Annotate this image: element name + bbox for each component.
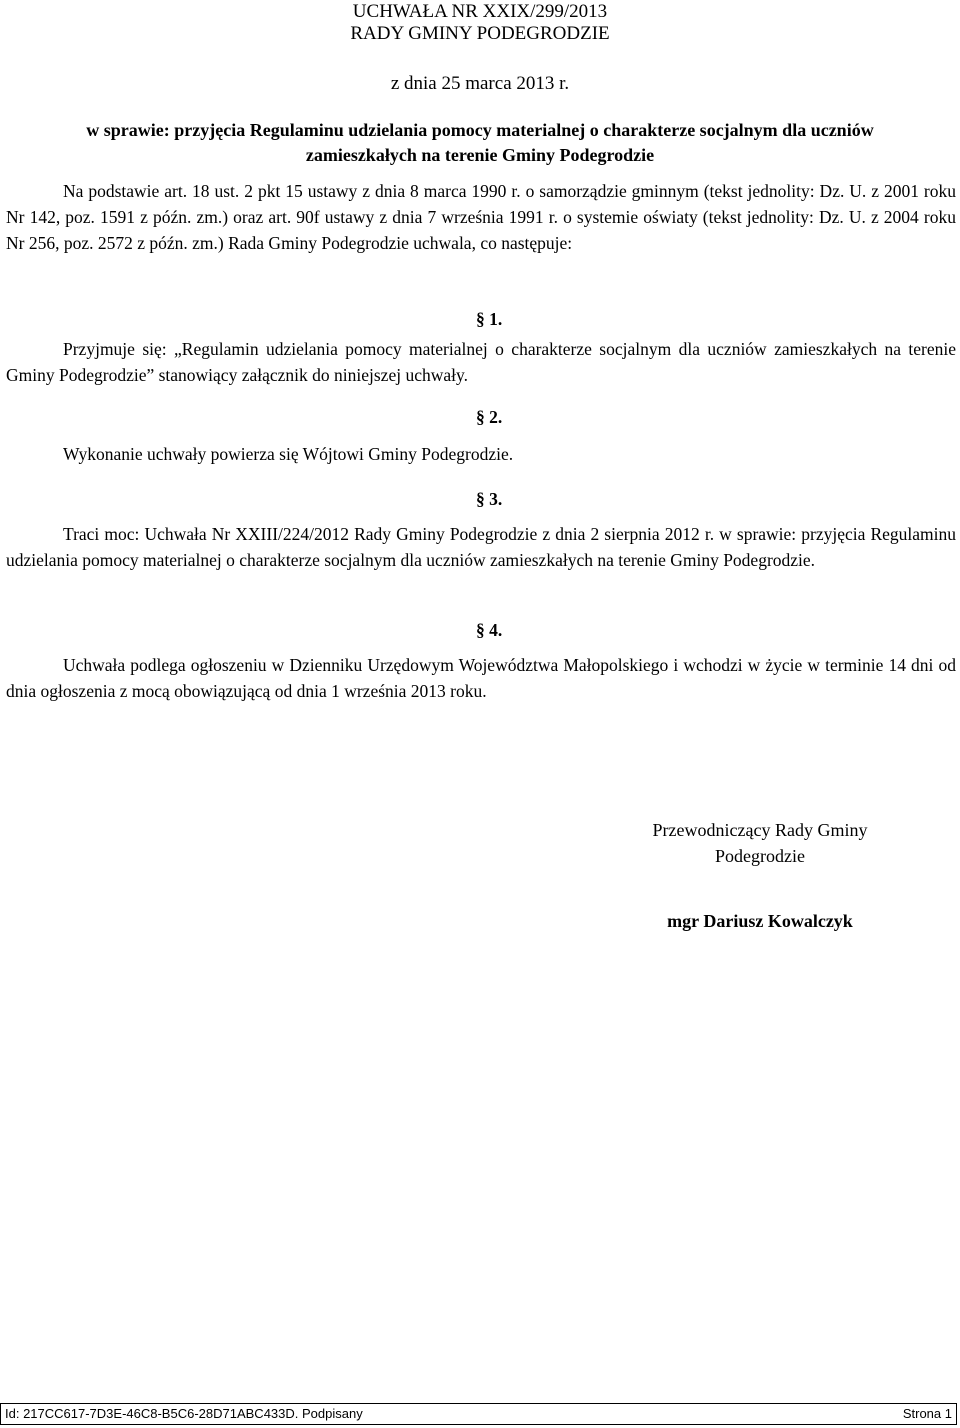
footer-document-id: Id: 217CC617-7D3E-46C8-B5C6-28D71ABC433D. Podpisany [5,1406,363,1421]
resolution-organ: RADY GMINY PODEGRODZIE [350,23,610,44]
document-footer [0,1403,957,1425]
section-4-number: § 4. [476,620,503,640]
preamble-paragraph: Na podstawie art. 18 ust. 2 pkt 15 ustawy z dnia 8 marca 1990 r. o samorządzie gminnym (tekst jednolity: Dz. U. z 2001 roku Nr 142, poz. 1591 z późn. zm.) oraz art. 90f ustawy z dnia 7 września 1991 r. o systemie oświaty (tekst jednolity: Dz. U. z 2004 roku Nr 256, poz. 2572 z późn. zm.) Rada Gminy Podegrodzie uchwala, co następuje: [6,181,956,253]
signature-role-line1: Przewodniczący Rady Gminy [652,820,868,840]
signature-role-line2: Podegrodzie [715,846,805,866]
footer-page-number: Strona 1 [902,1406,952,1421]
signatory-name: mgr Dariusz Kowalczyk [667,911,853,931]
section-1-text: Przyjmuje się: „Regulamin udzielania pomocy materialnej o charakterze socjalnym dla uczniów zamieszkałych na terenie Gminy Podegrodzie” stanowiący załącznik do niniejszej uchwały. [6,339,956,385]
resolution-subject: w sprawie: przyjęcia Regulaminu udzielania pomocy materialnej o charakterze socjalnym dla uczniów zamieszkałych na terenie Gminy Podegrodzie [86,120,874,165]
resolution-title: UCHWAŁA NR XXIX/299/2013 [352,1,608,22]
section-3-text: Traci moc: Uchwała Nr XXIII/224/2012 Rady Gminy Podegrodzie z dnia 2 sierpnia 2012 r. w sprawie: przyjęcia Regulaminu udzielania pomocy materialnej o charakterze socjalnym dla uczniów zamieszkałych na terenie Gminy Podegrodzie. [6,524,956,570]
resolution-date: z dnia 25 marca 2013 r. [390,73,570,94]
section-4-text: Uchwała podlega ogłoszeniu w Dzienniku Urzędowym Województwa Małopolskiego i wchodzi w życie w terminie 14 dni od dnia ogłoszenia z mocą obowiązującą od dnia 1 września 2013 roku. [6,655,956,701]
section-2-text: Wykonanie uchwały powierza się Wójtowi Gminy Podegrodzie. [63,444,514,464]
section-2-number: § 2. [476,407,503,427]
section-3-number: § 3. [476,489,503,509]
section-1-number: § 1. [476,309,503,329]
signature-role [560,817,960,869]
